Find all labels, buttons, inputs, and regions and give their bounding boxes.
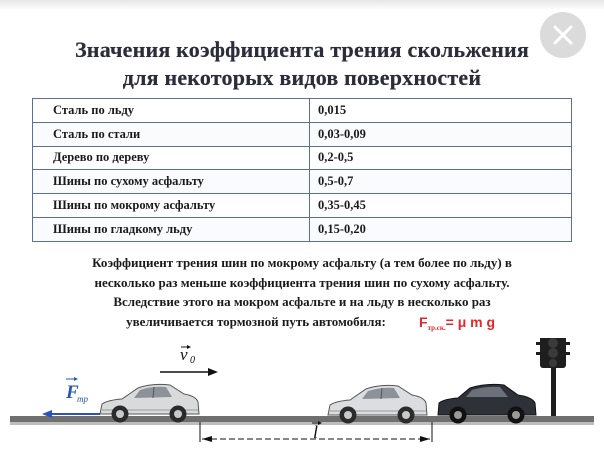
velocity-subscript: 0 xyxy=(190,355,195,366)
friction-force-arrow xyxy=(42,377,100,418)
value-cell: 0,015 xyxy=(310,99,572,123)
value-cell: 0,35-0,45 xyxy=(310,194,572,218)
value-cell: 0,5-0,7 xyxy=(310,170,572,194)
road-shadow xyxy=(10,422,594,425)
table-row xyxy=(33,217,572,241)
table-row xyxy=(33,122,572,146)
value-cell: 0,03-0,09 xyxy=(310,122,572,146)
surface-cell: Дерево по дереву xyxy=(33,146,310,170)
paragraph-line-3: Вследствие этого на мокром асфальте и на льду в несколько раз xyxy=(113,294,491,309)
paragraph-line-4: увеличивается тормозной путь автомобиля: xyxy=(126,313,386,329)
explanation-paragraph xyxy=(0,253,604,331)
surface-cell: Шины по мокрому асфальту xyxy=(33,194,310,218)
formula-symbol: F xyxy=(419,314,428,330)
surface-cell: Шины по гладкому льду xyxy=(33,217,310,241)
paragraph-line-2: несколько раз меньше коэффициента трения шин по сухому асфальту. xyxy=(94,274,510,290)
distance-label: l xyxy=(313,422,319,442)
velocity-arrow xyxy=(160,345,218,376)
value-cell: 0,15-0,20 xyxy=(310,217,572,241)
surface-cell: Сталь по стали xyxy=(33,122,310,146)
table-row xyxy=(33,99,572,123)
value-cell: 0,2-0,5 xyxy=(310,146,572,170)
force-label: F xyxy=(66,382,79,403)
formula-subscript: тр.ск. xyxy=(427,324,446,332)
title-line-1: Значения коэффициента трения скольжения xyxy=(75,37,529,62)
friction-formula xyxy=(419,314,495,332)
braking-diagram xyxy=(0,338,604,466)
road-surface xyxy=(10,416,594,422)
paragraph-line-1: Коэффициент трения шин по мокрому асфальту (а тем более по льду) в xyxy=(92,255,512,270)
title-line-2: для некоторых видов поверхностей xyxy=(122,65,482,90)
page-title xyxy=(0,36,604,92)
friction-table xyxy=(32,98,572,242)
formula-rest: = μ m g xyxy=(445,314,496,330)
force-subscript: тр xyxy=(77,394,88,404)
table-row xyxy=(33,146,572,170)
table-row xyxy=(33,194,572,218)
velocity-label: v xyxy=(180,345,188,364)
table-row xyxy=(33,170,572,194)
surface-cell: Сталь по льду xyxy=(33,99,310,123)
surface-cell: Шины по сухому асфальту xyxy=(33,170,310,194)
traffic-light-icon xyxy=(536,338,570,416)
top-stripe xyxy=(0,0,604,10)
